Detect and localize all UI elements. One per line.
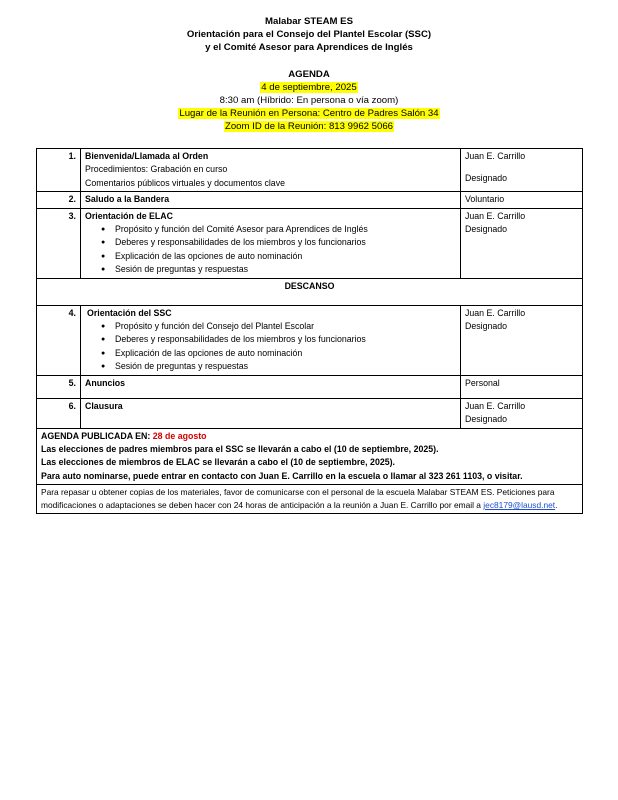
list-item: ● Explicación de las opciones de auto nominación	[115, 347, 456, 360]
item-content	[81, 398, 461, 428]
ssc-election-note: Las elecciones de padres miembros para el SSC se llevarán a cabo el (10 de septiembre, 2025).	[41, 443, 439, 454]
break-row	[37, 278, 583, 305]
table-row	[37, 305, 583, 375]
break-label: DESCANSO	[37, 278, 583, 305]
published-info	[37, 428, 583, 485]
item-title: Anuncios	[85, 377, 126, 388]
item-number: 5.	[37, 375, 81, 398]
item-title: Orientación de ELAC	[85, 210, 173, 221]
meeting-time: 8:30 am (Híbrido: En persona o vía zoom)	[219, 95, 399, 107]
item-bullets	[85, 223, 456, 277]
item-content	[81, 375, 461, 398]
elac-election-note: Las elecciones de miembros de ELAC se llevarán a cabo el (10 de septiembre, 2025).	[41, 457, 395, 468]
item-title: Saludo a la Bandera	[85, 194, 170, 205]
item-responsible	[461, 305, 583, 375]
table-row	[37, 149, 583, 192]
list-item: ● Explicación de las opciones de auto nominación	[115, 250, 456, 263]
published-label: AGENDA PUBLICADA EN:	[41, 430, 151, 441]
table-row	[37, 375, 583, 398]
list-item: ● Deberes y responsabilidades de los miembros y los funcionarios	[115, 333, 456, 346]
responsible-name: Juan E. Carrillo	[465, 307, 526, 318]
footer-text: Para repasar u obtener copias de los materiales, favor de comunicarse con el personal de la escuela Malabar STEAM ES. Peticiones para modificaciones o adaptaciones se deben hacer con 24 horas de anticipación a la reunión a Juan E. Carrillo por email a	[41, 487, 555, 511]
item-number: 1.	[37, 149, 81, 192]
agenda-table	[36, 148, 583, 514]
meeting-title-line-1: Orientación para el Consejo del Plantel Escolar (SSC)	[186, 29, 432, 41]
meeting-location: Lugar de la Reunión en Persona: Centro de Padres Salón 34	[179, 108, 439, 120]
item-responsible	[461, 208, 583, 278]
item-responsible	[461, 398, 583, 428]
item-line: Procedimientos: Grabación en curso	[85, 164, 228, 175]
responsible-name: Juan E. Carrillo	[465, 210, 526, 221]
item-content	[81, 305, 461, 375]
item-number: 6.	[37, 398, 81, 428]
responsible-name: Juan E. Carrillo	[465, 151, 526, 161]
item-line: Comentarios públicos virtuales y documentos clave	[85, 177, 285, 188]
item-content	[81, 192, 461, 208]
item-responsible	[461, 192, 583, 208]
footer-trailing: .	[555, 500, 558, 511]
item-number: 3.	[37, 208, 81, 278]
list-item: ● Sesión de preguntas y respuestas	[115, 263, 456, 276]
responsible-role: Designado	[465, 321, 508, 332]
item-content	[81, 208, 461, 278]
footer-row	[37, 485, 583, 514]
responsible-name: Voluntario	[465, 194, 505, 205]
agenda-header	[0, 15, 618, 134]
list-item: ● Sesión de preguntas y respuestas	[115, 360, 456, 373]
school-name: Malabar STEAM ES	[265, 16, 353, 27]
responsible-role: Designado	[465, 224, 508, 235]
item-bullets	[85, 320, 456, 374]
responsible-name: Juan E. Carrillo	[465, 400, 526, 411]
item-title: Orientación del SSC	[87, 307, 172, 318]
list-item: ● Deberes y responsabilidades de los miembros y los funcionarios	[115, 236, 456, 249]
responsible-role: Designado	[465, 173, 508, 184]
item-responsible	[461, 149, 583, 192]
item-title: Bienvenida/Llamada al Orden	[85, 151, 209, 161]
list-item: ● Propósito y función del Comité Asesor para Aprendices de Inglés	[115, 223, 456, 236]
item-title: Clausura	[85, 400, 123, 411]
item-responsible	[461, 375, 583, 398]
agenda-heading: AGENDA	[288, 68, 330, 80]
published-row	[37, 428, 583, 485]
table-row	[37, 192, 583, 208]
published-date: 28 de agosto	[152, 430, 207, 441]
item-number: 2.	[37, 192, 81, 208]
item-content	[81, 149, 461, 192]
table-row	[37, 398, 583, 428]
item-number: 4.	[37, 305, 81, 375]
responsible-name: Personal	[465, 377, 500, 388]
footer-note	[37, 485, 583, 514]
meeting-title-line-2: y el Comité Asesor para Aprendices de Inglés	[205, 42, 413, 54]
nomination-note: Para auto nominarse, puede entrar en contacto con Juan E. Carrillo en la escuela o llamar al 323 261 1103, o visitar.	[41, 470, 523, 481]
contact-email-link[interactable]: jec8179@lausd.net	[483, 500, 556, 511]
responsible-role: Designado	[465, 414, 508, 425]
meeting-date: 4 de septiembre, 2025	[261, 81, 357, 93]
table-row	[37, 208, 583, 278]
zoom-id: Zoom ID de la Reunión: 813 9962 5066	[224, 121, 393, 133]
list-item: ● Propósito y función del Consejo del Plantel Escolar	[115, 320, 456, 333]
